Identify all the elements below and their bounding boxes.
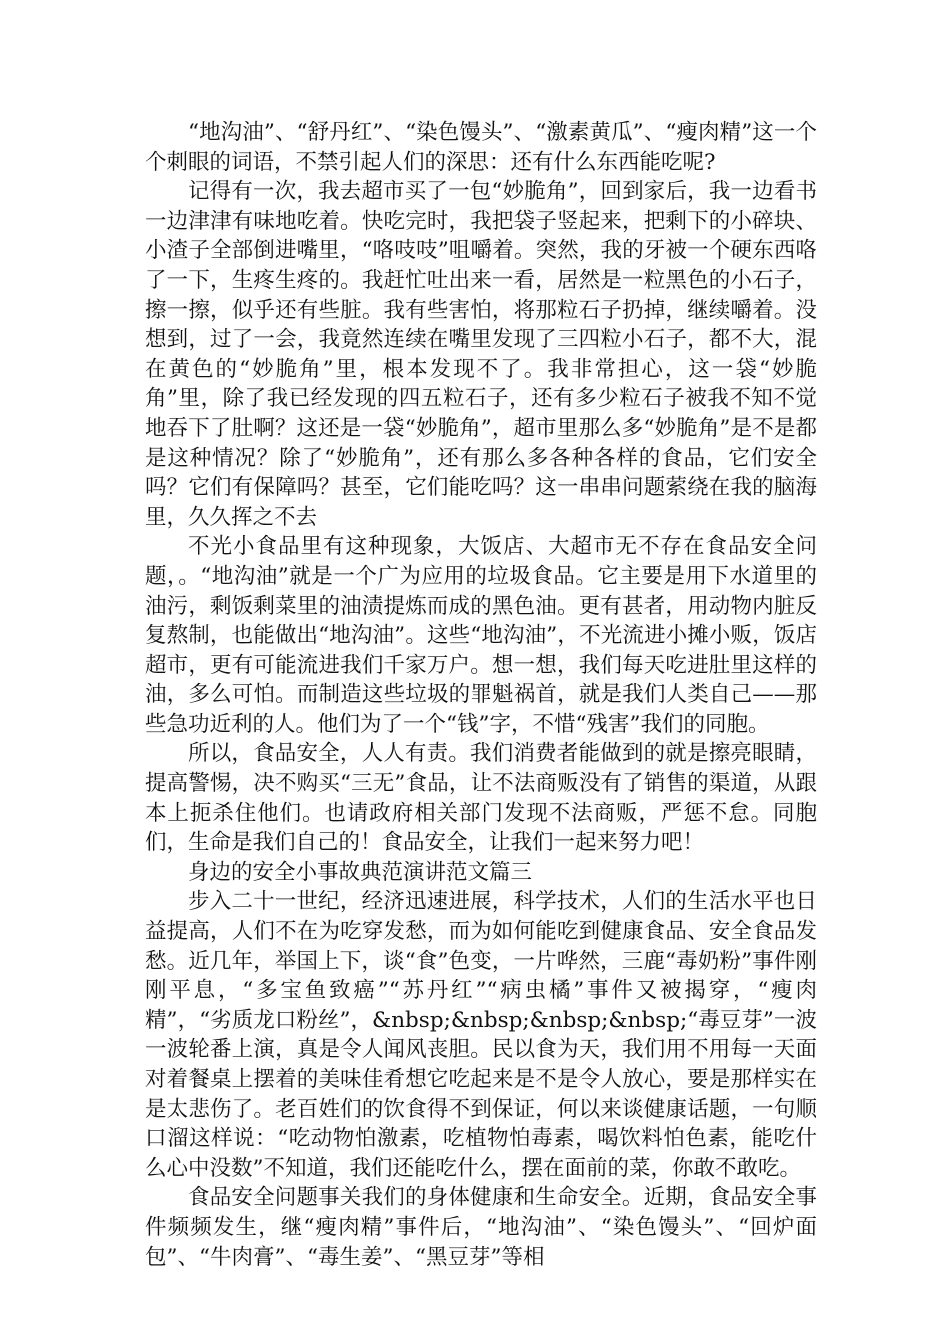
paragraph-food-words: “地沟油”、“舒丹红”、“染色馒头”、“激素黄瓜”、“瘦肉精”这一个个刺眼的词语，不禁引起人们的深思：还有什么东西能吃呢? bbox=[145, 120, 817, 175]
paragraph-conclusion: 所以，食品安全，人人有责。我们消费者能做到的就是擦亮眼睛，提高警惕，决不购买“三无”食品，让不法商贩没有了销售的渠道，从跟本上扼杀住他们。也请政府相关部门发现不法商贩，严惩不怠。同胞们，生命是我们自己的！食品安全，让我们一起来努力吧！ bbox=[145, 741, 817, 856]
paragraph-gutter-oil: 不光小食品里有这种现象，大饭店、大超市无不存在食品安全问题，。“地沟油”就是一个广为应用的垃圾食品。它主要是用下水道里的油污，剩饭剩菜里的油渍提炼而成的黑色油。更有甚者，用动物内脏反复熬制，也能做出“地沟油”。这些“地沟油”，不光流进小摊小贩，饭店超市，更有可能流进我们千家万户。想一想，我们每天吃进肚里这样的油，多么可怕。而制造这些垃圾的罪魁祸首，就是我们人类自己——那些急功近利的人。他们为了一个“钱”字，不惜“残害”我们的同胞。 bbox=[145, 534, 817, 737]
section-heading: 身边的安全小事故典范演讲范文篇三 bbox=[188, 859, 533, 885]
paragraph-food-safety-health: 食品安全问题事关我们的身体健康和生命安全。近期，食品安全事件频频发生，继“瘦肉精”事件后，“地沟油”、“染色馒头”、“回炉面包”、“牛肉膏”、“毒生姜”、“黑豆芽”等相 bbox=[145, 1185, 817, 1270]
paragraph-snack-story: 记得有一次，我去超市买了一包“妙脆角”，回到家后，我一边看书一边津津有味地吃着。快吃完时，我把袋子竖起来，把剩下的小碎块、小渣子全部倒进嘴里，“咯吱吱”咀嚼着。突然，我的牙被一个硬东西咯了一下，生疼生疼的。我赶忙吐出来一看，居然是一粒黑色的小石子，擦一擦，似乎还有些脏。我有些害怕，将那粒石子扔掉，继续嚼着。没想到，过了一会，我竟然连续在嘴里发现了三四粒小石子，都不大，混在黄色的“妙脆角”里，根本发现不了。我非常担心，这一袋“妙脆角”里，除了我已经发现的四五粒石子，还有多少粒石子被我不知不觉地吞下了肚啊？这还是一袋“妙脆角”，超市里那么多“妙脆角”是不是都是这种情况？除了“妙脆角”，还有那么多各种各样的食品，它们安全吗？它们有保障吗？甚至，它们能吃吗？这一串串问题萦绕在我的脑海里，久久挥之不去 bbox=[145, 179, 817, 530]
document-page bbox=[145, 118, 817, 1272]
paragraph-21st-century: 步入二十一世纪，经济迅速进展，科学技术，人们的生活水平也日益提高，人们不在为吃穿发愁，而为如何能吃到健康食品、安全食品发愁。近几年，举国上下，谈“食”色变，一片哗然，三鹿“毒奶粉”事件刚刚平息，“多宝鱼致癌”“苏丹红”“病虫橘”事件又被揭穿，“瘦肉精”，“劣质龙口粉丝”，&nbsp;&nbsp;&nbsp;&nbsp;“毒豆芽”一波一波轮番上演，真是令人闻风丧胆。民以食为天，我们用不用每一天面对着餐桌上摆着的美味佳肴想它吃起来是不是令人放心，要是那样实在是太悲伤了。老百姓们的饮食得不到保证，何以来谈健康话题，一句顺口溜这样说：“吃动物怕激素，吃植物怕毒素，喝饮料怕色素，能吃什么心中没数”不知道，我们还能吃什么，摆在面前的菜，你敢不敢吃。 bbox=[145, 889, 817, 1181]
